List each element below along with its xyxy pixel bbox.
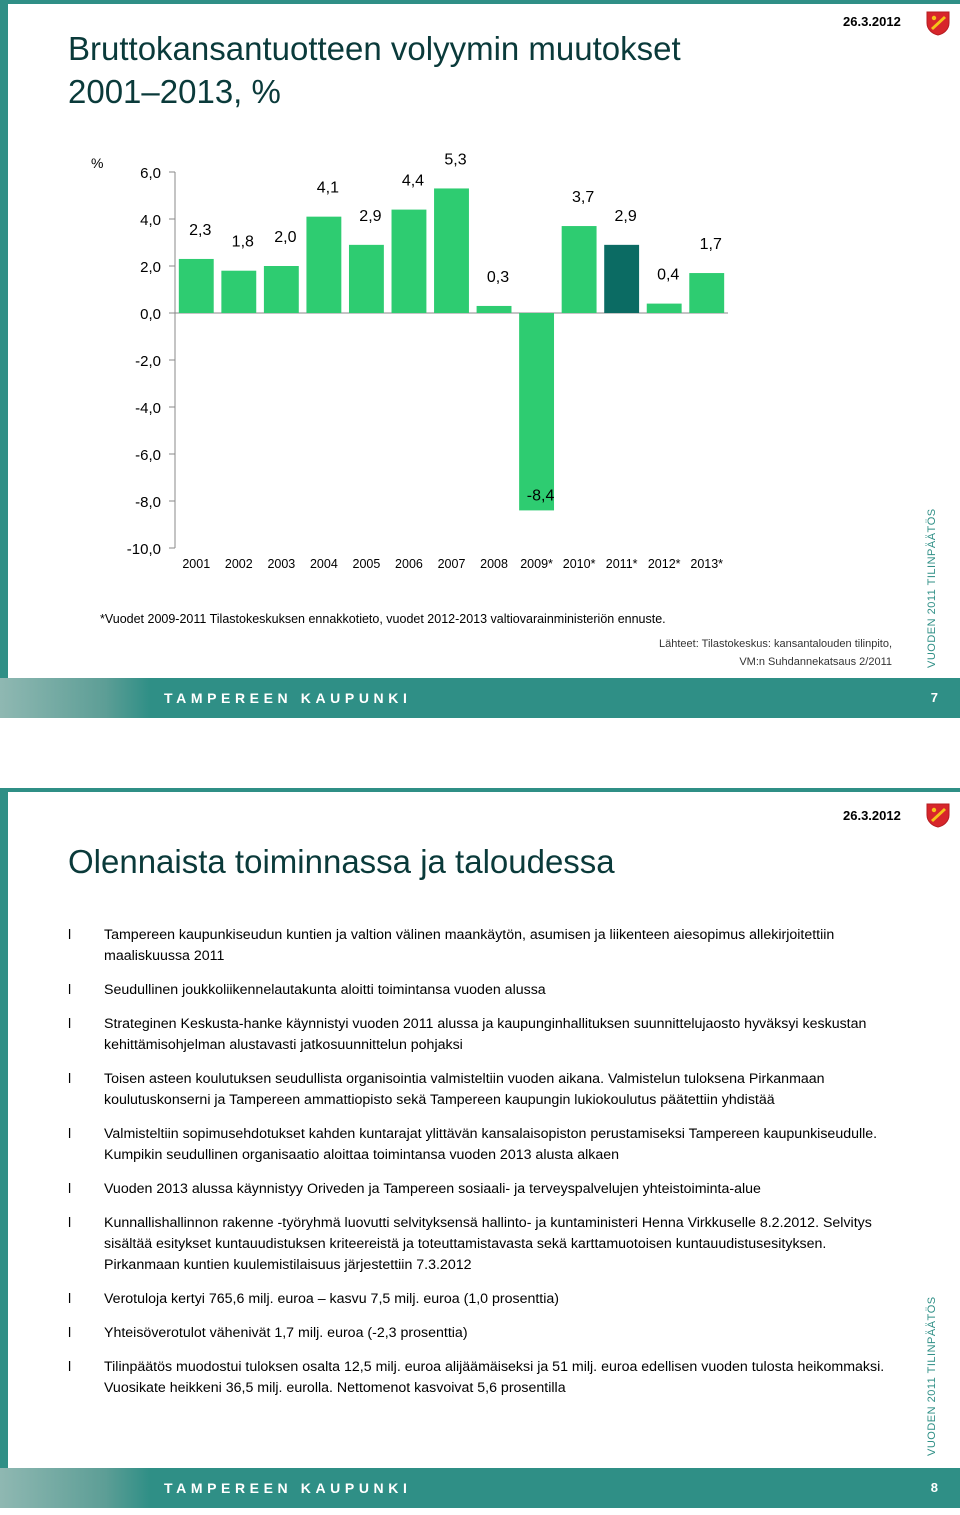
bullet-text: Toisen asteen koulutuksen seudullista organisointia valmisteltiin vuoden aikana. Valmistelun tuloksena Pirkanmaan koulutuskonserni ja Tampereen ammattiopisto sekä Tampereen kaupungin lukiokoulutus päätettiin yhdistää (104, 1071, 825, 1108)
bar-2010 (562, 226, 597, 313)
bullet-list (66, 925, 896, 1412)
bullet-text: Verotuloja kertyi 765,6 milj. euroa – kasvu 7,5 milj. euroa (1,0 prosenttia) (104, 1291, 560, 1307)
x-category-label: 2002 (224, 557, 253, 571)
bullet-item (66, 1213, 896, 1276)
bullet-marker: l (68, 1016, 72, 1032)
source-line-2: VM:n Suhdannekatsaus 2/2011 (739, 656, 892, 668)
bullet-marker: l (68, 982, 72, 998)
bar-2012 (647, 304, 682, 313)
bar-value-label: 2,0 (274, 229, 297, 246)
y-tick-label: 6,0 (140, 165, 161, 182)
bullet-marker: l (68, 927, 72, 943)
bullet-item (66, 980, 896, 1001)
vertical-report-label: VUODEN 2011 TILINPÄÄTÖS (926, 1296, 938, 1456)
bullet-marker: l (68, 1359, 72, 1375)
footer-skyline-image (0, 1468, 150, 1508)
y-tick-label: -2,0 (135, 353, 161, 370)
footer-skyline-image (0, 678, 150, 718)
bar-2013 (689, 273, 724, 313)
source-line-1: Lähteet: Tilastokeskus: kansantalouden tilinpito, (659, 638, 892, 650)
x-category-label: 2010* (562, 557, 596, 571)
bullet-marker: l (68, 1126, 72, 1142)
bar-value-label: 0,4 (657, 266, 680, 284)
city-crest-icon (925, 802, 951, 828)
bullet-marker: l (68, 1181, 72, 1197)
bar-2007 (434, 188, 469, 313)
bar-2004 (306, 217, 341, 313)
slide-7 (0, 0, 960, 718)
x-category-label: 2009* (520, 557, 553, 571)
city-crest-icon (925, 10, 951, 36)
bar-2003 (264, 266, 299, 313)
slide-title (68, 27, 681, 113)
bar-2011 (604, 245, 639, 313)
slide-date: 26.3.2012 (843, 14, 901, 29)
bar-value-label: 5,3 (444, 151, 467, 169)
footer-bar (0, 678, 960, 718)
bullet-text: Kunnallishallinnon rakenne -työryhmä luovutti selvityksensä hallinto- ja kuntaministeri Henna Virkkuselle 8.2.2012. Selvitys sisältää esitykset kuntauudistuksen kriteereistä ja toteuttamistavasta sekä karttamuotoisen kuntauudistusesityksen. Pirkanmaan kuntien kuulemistilaisuus järjestettiin 7.3.2012 (104, 1215, 872, 1273)
bullet-item (66, 1289, 896, 1310)
bullet-marker: l (68, 1071, 72, 1087)
slide-title-line1: Bruttokansantuotteen volyymin muutokset (68, 30, 681, 67)
x-category-label: 2011* (605, 557, 638, 571)
y-tick-label: 2,0 (140, 259, 161, 276)
bar-value-label: 1,8 (231, 233, 254, 251)
footer-brand: TAMPEREEN KAUPUNKI (164, 690, 412, 706)
bullet-marker: l (68, 1291, 72, 1307)
x-category-label: 2005 (352, 557, 381, 571)
slide-8 (0, 788, 960, 1515)
y-tick-label: -8,0 (135, 494, 161, 511)
top-accent-bar (0, 788, 960, 792)
y-tick-label: -6,0 (135, 447, 161, 464)
page-number: 8 (930, 1480, 938, 1495)
bar-value-label: 0,3 (486, 268, 510, 286)
bar-2009 (519, 313, 554, 510)
x-category-label: 2007 (437, 557, 466, 571)
bullet-marker: l (68, 1325, 72, 1341)
bullet-text: Valmisteltiin sopimusehdotukset kahden kuntarajat ylittävän kansalaisopiston perustamiseksi Tampereen kaupunkiseudulle. Kumpikin seudullinen organisaatio aloittaa toimintansa vuoden 2013 alusta alkaen (104, 1126, 878, 1163)
y-tick-label: -4,0 (135, 400, 161, 417)
bar-value-label: -8,4 (526, 487, 555, 505)
bar-2006 (392, 210, 427, 313)
left-accent-bar (0, 0, 8, 678)
x-category-label: 2003 (267, 557, 296, 571)
bar-2005 (349, 245, 384, 313)
slide-title: Olennaista toiminnassa ja taloudessa (68, 843, 615, 880)
bullet-text: Strateginen Keskusta-hanke käynnistyi vuoden 2011 alussa ja kaupunginhallituksen suunnittelujaosto hyväksyi keskustan kehittämisohjelman alustavasti jatkosuunnittelun pohjaksi (104, 1016, 867, 1053)
bar-2001 (179, 259, 214, 313)
bar-value-label: 4,4 (401, 172, 425, 190)
bar-value-label: 4,1 (316, 179, 340, 197)
bar-2002 (221, 271, 256, 313)
bar-value-label: 2,3 (189, 221, 212, 239)
x-category-label: 2001 (182, 557, 211, 571)
bullet-item (66, 1014, 896, 1056)
bar-value-label: 3,7 (571, 189, 595, 207)
bullet-text: Seudullinen joukkoliikennelautakunta aloitti toimintansa vuoden alussa (104, 982, 546, 998)
bullet-item (66, 1323, 896, 1344)
bullet-item (66, 925, 896, 967)
bar-2008 (477, 306, 512, 313)
bullet-text: Tilinpäätös muodostui tuloksen osalta 12,5 milj. euroa alijäämäiseksi ja 51 milj. euroa edellisen vuoden tulosta heikommaksi. Vuosikate heikkeni 36,5 milj. eurolla. Nettomenot kasvoivat 5,6 prosentilla (104, 1359, 885, 1396)
x-category-label: 2008 (480, 557, 508, 571)
chart-footnote: *Vuodet 2009-2011 Tilastokeskuksen ennakkotieto, vuodet 2012-2013 valtiovarainministeriön ennuste. (100, 612, 666, 626)
bar-value-label: 1,7 (699, 236, 722, 254)
page-number: 7 (930, 690, 938, 705)
bar-value-label: 2,9 (614, 207, 637, 225)
bar-value-label: 2,9 (359, 207, 382, 225)
x-category-label: 2006 (395, 557, 423, 571)
bullet-marker: l (68, 1215, 72, 1231)
left-accent-bar (0, 788, 8, 1475)
bullet-text: Tampereen kaupunkiseudun kuntien ja valtion välinen maankäytön, asumisen ja liikenteen aiesopimus allekirjoitettiin maaliskuussa 2011 (104, 927, 835, 964)
x-category-label: 2012* (647, 557, 681, 571)
y-tick-label: 0,0 (140, 306, 161, 323)
footer-brand: TAMPEREEN KAUPUNKI (164, 1480, 412, 1496)
bullet-item (66, 1179, 896, 1200)
x-category-label: 2013* (690, 557, 724, 571)
x-category-label: 2004 (309, 557, 338, 571)
y-tick-label: -10,0 (126, 541, 161, 558)
footer-bar (0, 1468, 960, 1508)
bullet-item (66, 1069, 896, 1111)
bullet-text: Vuoden 2013 alussa käynnistyy Oriveden ja Tampereen sosiaali- ja terveyspalvelujen yhteistoiminta-alue (104, 1181, 761, 1197)
bullet-item (66, 1124, 896, 1166)
y-axis-unit-label: % (91, 155, 104, 171)
top-accent-bar (0, 0, 960, 4)
slide-date: 26.3.2012 (843, 808, 901, 823)
vertical-report-label: VUODEN 2011 TILINPÄÄTÖS (926, 508, 938, 668)
bullet-text: Yhteisöverotulot vähenivät 1,7 milj. euroa (-2,3 prosenttia) (104, 1325, 468, 1341)
slide-title-line2: 2001–2013, % (68, 73, 281, 110)
bullet-item (66, 1357, 896, 1399)
gdp-volume-bar-chart (80, 150, 740, 590)
y-tick-label: 4,0 (140, 212, 161, 229)
